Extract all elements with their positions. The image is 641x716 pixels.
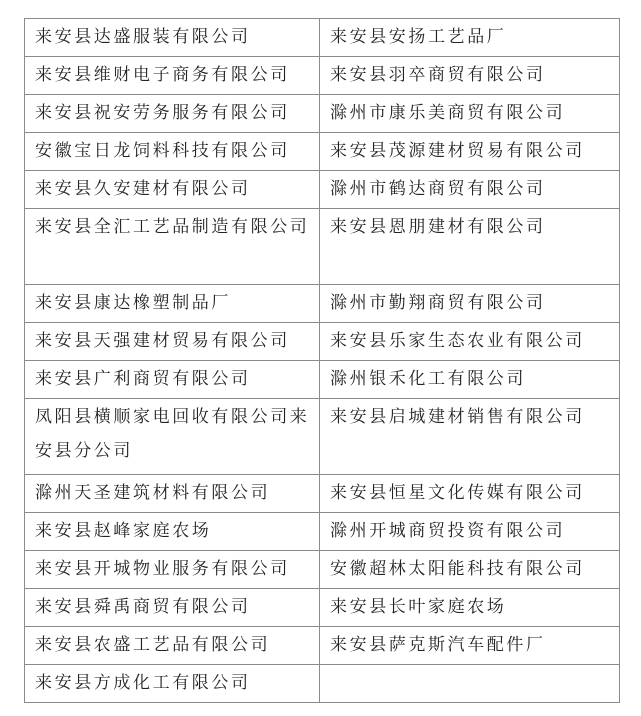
table-row xyxy=(25,399,620,475)
company-name-cell: 来安县达盛服装有限公司 xyxy=(25,19,320,57)
company-name-cell: 来安县全汇工艺品制造有限公司 xyxy=(25,209,320,285)
table-row xyxy=(25,133,620,171)
company-name-cell: 安徽宝日龙饲料科技有限公司 xyxy=(25,133,320,171)
table-row xyxy=(25,19,620,57)
company-name-cell: 来安县启城建材销售有限公司 xyxy=(320,399,620,475)
company-name-cell: 滁州市勤翔商贸有限公司 xyxy=(320,285,620,323)
company-name-cell: 滁州银禾化工有限公司 xyxy=(320,361,620,399)
company-name-cell: 滁州市鹤达商贸有限公司 xyxy=(320,171,620,209)
empty-cell xyxy=(320,665,620,703)
table-row xyxy=(25,513,620,551)
company-name-cell: 安徽超林太阳能科技有限公司 xyxy=(320,551,620,589)
company-name-cell: 滁州开城商贸投资有限公司 xyxy=(320,513,620,551)
company-name-cell: 来安县乐家生态农业有限公司 xyxy=(320,323,620,361)
company-name-cell: 来安县康达橡塑制品厂 xyxy=(25,285,320,323)
company-name-cell: 来安县赵峰家庭农场 xyxy=(25,513,320,551)
company-name-cell: 来安县方成化工有限公司 xyxy=(25,665,320,703)
table-row xyxy=(25,171,620,209)
company-name-cell: 来安县长叶家庭农场 xyxy=(320,589,620,627)
company-name-cell: 来安县久安建材有限公司 xyxy=(25,171,320,209)
table-row xyxy=(25,285,620,323)
company-name-cell: 来安县农盛工艺品有限公司 xyxy=(25,627,320,665)
table-row xyxy=(25,57,620,95)
company-name-cell: 来安县萨克斯汽车配件厂 xyxy=(320,627,620,665)
company-name-cell: 来安县羽卒商贸有限公司 xyxy=(320,57,620,95)
table-row xyxy=(25,589,620,627)
table-row xyxy=(25,475,620,513)
table-row xyxy=(25,323,620,361)
company-table xyxy=(24,18,620,703)
table-row xyxy=(25,665,620,703)
company-name-cell: 来安县天强建材贸易有限公司 xyxy=(25,323,320,361)
company-name-cell: 来安县维财电子商务有限公司 xyxy=(25,57,320,95)
table-row xyxy=(25,95,620,133)
company-name-cell: 来安县舜禹商贸有限公司 xyxy=(25,589,320,627)
company-name-cell: 来安县恒星文化传媒有限公司 xyxy=(320,475,620,513)
table-row xyxy=(25,209,620,285)
company-name-cell: 滁州市康乐美商贸有限公司 xyxy=(320,95,620,133)
company-name-cell: 来安县广利商贸有限公司 xyxy=(25,361,320,399)
company-name-cell: 来安县开城物业服务有限公司 xyxy=(25,551,320,589)
table-row xyxy=(25,627,620,665)
company-name-cell: 来安县安扬工艺品厂 xyxy=(320,19,620,57)
company-name-cell: 滁州天圣建筑材料有限公司 xyxy=(25,475,320,513)
company-name-cell: 来安县恩朋建材有限公司 xyxy=(320,209,620,285)
company-name-cell: 凤阳县横顺家电回收有限公司来安县分公司 xyxy=(25,399,320,475)
company-name-cell: 来安县茂源建材贸易有限公司 xyxy=(320,133,620,171)
table-row xyxy=(25,551,620,589)
table-row xyxy=(25,361,620,399)
company-name-cell: 来安县祝安劳务服务有限公司 xyxy=(25,95,320,133)
